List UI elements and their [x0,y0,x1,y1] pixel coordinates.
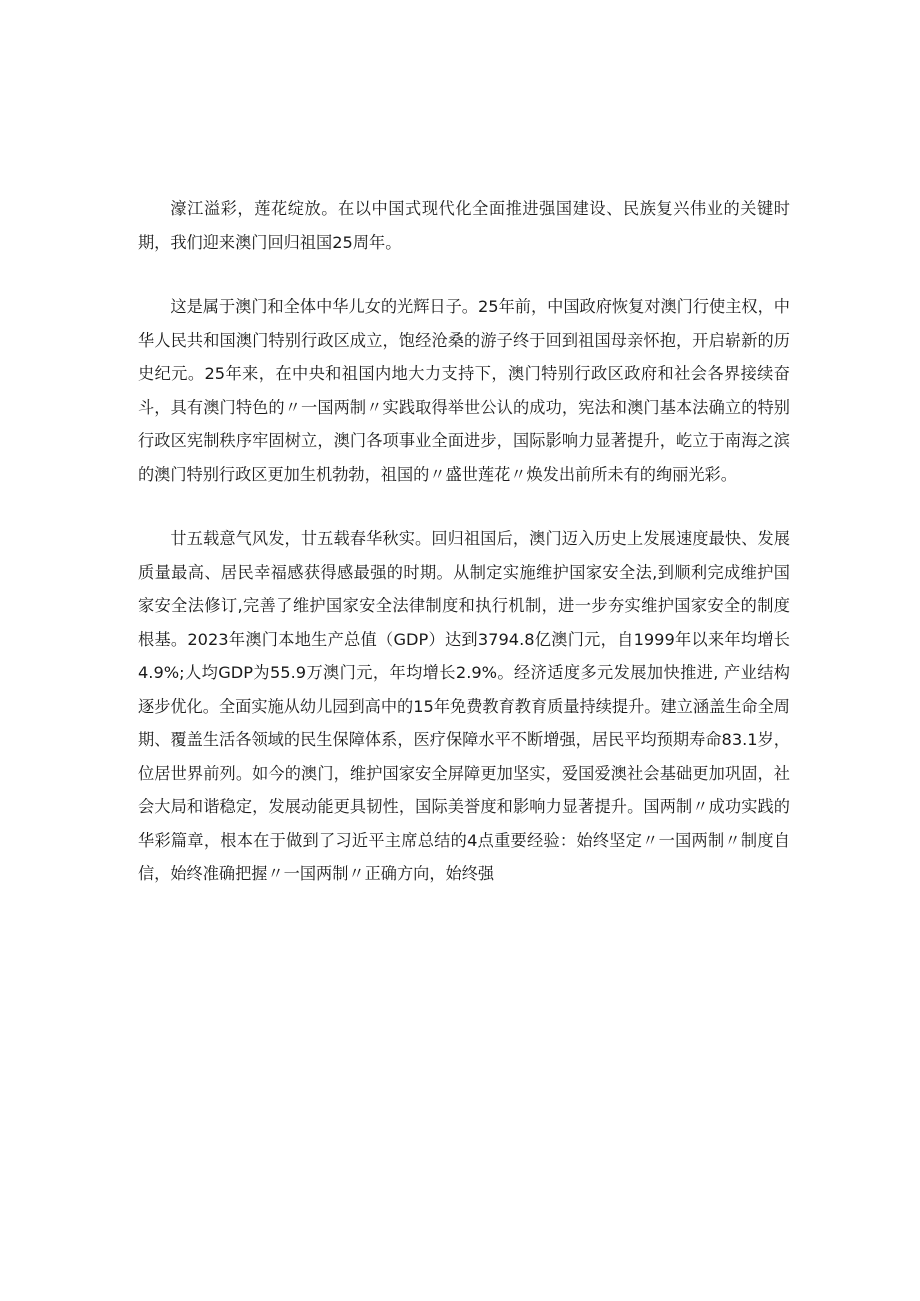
paragraph-3: 廿五载意气风发，廿五载春华秋实。回归祖国后，澳门迈入历史上发展速度最快、发展质量最高、居民幸福感获得感最强的时期。从制定实施维护国家安全法,到顺利完成维护国家安全法修订,完善了维护国家安全法律制度和执行机制，进一步夯实维护国家安全的制度根基。2023年澳门本地生产总值（GDP）达到3794.8亿澳门元，自1999年以来年均增长4.9%;人均GDP为55.9万澳门元，年均增长2.9%。经济适度多元发展加快推进, 产业结构逐步优化。全面实施从幼儿园到高中的15年免费教育教育质量持续提升。建立涵盖生命全周期、覆盖生活各领域的民生保障体系，医疗保障水平不断增强，居民平均预期寿命83.1岁，位居世界前列。如今的澳门，维护国家安全屏障更加坚实，爱国爱澳社会基础更加巩固，社会大局和谐稳定，发展动能更具韧性，国际美誉度和影响力显著提升。国两制〃成功实践的华彩篇章，根本在于做到了习近平主席总结的4点重要经验：始终坚定〃一国两制〃制度自信，始终准确把握〃一国两制〃正确方向，始终强 [138,529,790,883]
paragraph-2: 这是属于澳门和全体中华儿女的光辉日子。25年前，中国政府恢复对澳门行使主权，中华人民共和国澳门特别行政区成立，饱经沧桑的游子终于回到祖国母亲怀抱，开启崭新的历史纪元。25年来，在中央和祖国内地大力支持下，澳门特别行政区政府和社会各界接续奋斗，具有澳门特色的〃一国两制〃实践取得举世公认的成功，宪法和澳门基本法确立的特别行政区宪制秩序牢固树立，澳门各项事业全面进步，国际影响力显著提升，屹立于南海之滨的澳门特别行政区更加生机勃勃，祖国的〃盛世莲花〃焕发出前所未有的绚丽光彩。 [138,297,790,484]
paragraph-1: 濠江溢彩，莲花绽放。在以中国式现代化全面推进强国建设、民族复兴伟业的关键时期，我们迎来澳门回归祖国25周年。 [138,199,790,252]
document-body [138,192,790,922]
